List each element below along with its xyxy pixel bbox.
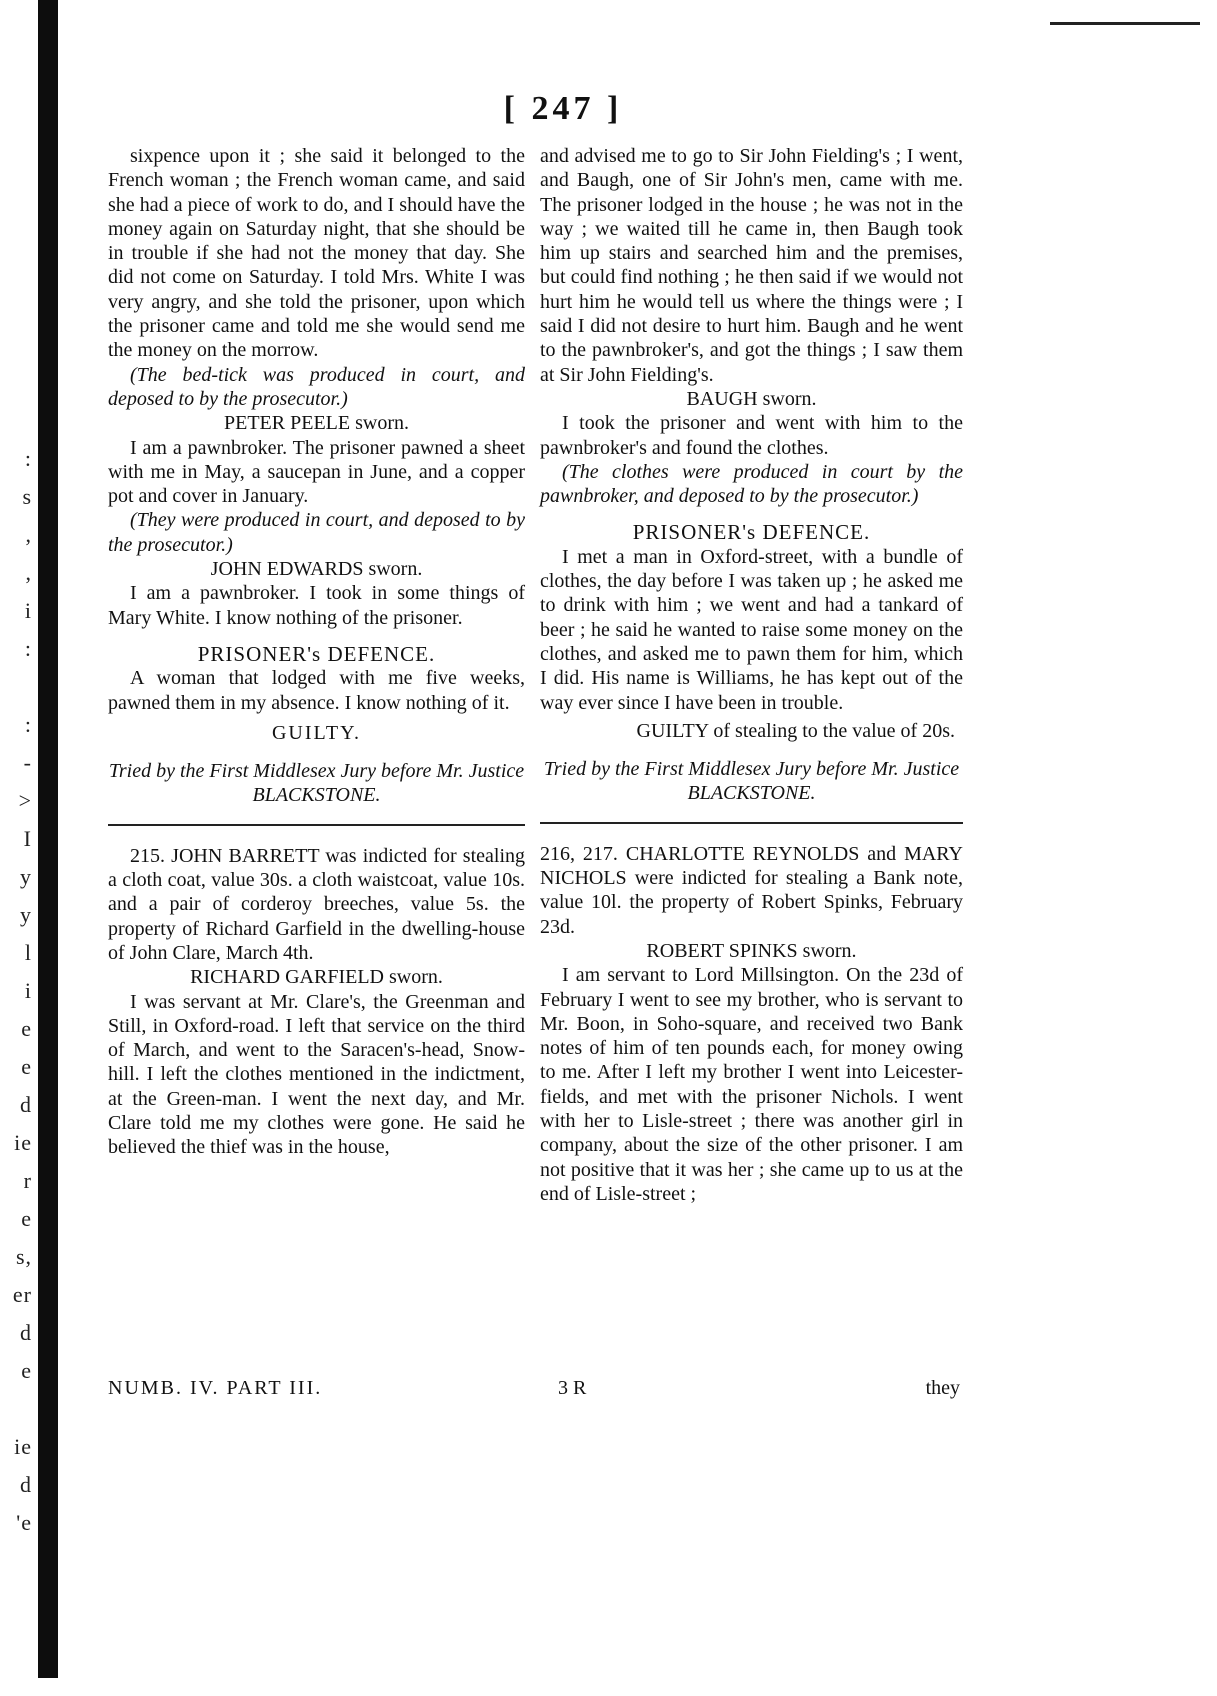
catchword: they [925, 1377, 960, 1399]
defence-heading: PRISONER's DEFENCE. [632, 520, 871, 545]
margin-mark: s [22, 484, 32, 509]
section-divider [108, 824, 525, 826]
margin-mark: , [25, 522, 32, 547]
margin-mark: d [20, 1320, 32, 1345]
paragraph: sixpence upon it ; she said it belonged to the French woman ; the French woman came, and said she had a piece of work to do, and I should have the money again on Saturday night, that she should be in trouble if she had not the money that day. She did not come on Saturday. I told Mrs. White I was very angry, and she told the prisoner, upon which the prisoner came and told me she would send me the money on the morrow. [108, 145, 525, 362]
margin-mark: l [24, 940, 32, 965]
left-column [108, 144, 525, 1160]
part-label: NUMB. IV. PART III. [108, 1377, 323, 1399]
right-column [540, 144, 963, 1206]
paragraph: 216, 217. CHARLOTTE REYNOLDS and MARY NICHOLS were indicted for stealing a Bank note, value 10l. the property of Robert Spinks, February 23d. [540, 842, 963, 938]
witness-heading: PETER PEELE sworn. [224, 412, 409, 435]
paragraph: I met a man in Oxford-street, with a bundle of clothes, the day before I was taken up ; he asked me to drink with him ; we went and had a tankard of beer ; he said he wanted to raise some money on the clothes, and asked me to pawn them for him, which I did. His name is Williams, he has kept out of the way ever since I have been in trouble. [540, 545, 963, 714]
margin-mark: ie [14, 1434, 32, 1459]
margin-mark: er [12, 1282, 32, 1307]
witness-heading: ROBERT SPINKS sworn. [646, 939, 857, 962]
margin-mark: > [18, 788, 32, 813]
signature-mark: 3 R [558, 1377, 587, 1399]
paragraph: I was servant at Mr. Clare's, the Greenman and Still, in Oxford-road. I left that service on the third of March, and went to the Saracen's-head, Snow-hill. I left the clothes mentioned in the indictment, at the Green-man. I went the next day, and Mr. Clare told me my clothes were gone. He said he believed the thief was in the house, [108, 990, 525, 1159]
top-edge-mark [1050, 22, 1200, 29]
paragraph: and advised me to go to Sir John Fielding's ; I went, and Baugh, one of Sir John's men, came with me. The prisoner lodged in the house ; he was not in the way ; we waited till he came in, then Baugh took him up stairs and searched him and the premises, but could find nothing ; he then said if we would not hurt him he would tell us where the things were ; I said I did not desire to hurt him. Baugh and he went to the pawnbroker's, and got the things ; I saw them at Sir John Fielding's. [540, 145, 963, 386]
margin-mark: ie [14, 1130, 32, 1155]
margin-mark: - [23, 750, 32, 775]
court-note: (The clothes were produced in court by the pawnbroker, and deposed to by the prosecutor.) [540, 460, 963, 508]
margin-mark: s, [15, 1244, 32, 1269]
margin-mark: : [24, 446, 32, 471]
margin-mark: 'e [16, 1510, 32, 1535]
paragraph: I am a pawnbroker. The prisoner pawned a sheet with me in May, a saucepan in June, and a copper pot and cover in January. [108, 436, 525, 508]
trial-note: Tried by the First Middlesex Jury before Mr. Justice BLACKSTONE. [543, 758, 960, 805]
defence-heading: PRISONER's DEFENCE. [197, 641, 436, 666]
verdict: GUILTY of stealing to the value of 20s. [636, 719, 955, 742]
margin-mark: , [25, 560, 32, 585]
witness-heading: JOHN EDWARDS sworn. [210, 558, 423, 581]
margin-mark: r [23, 1168, 32, 1193]
margin-mark: d [20, 1092, 32, 1117]
witness-heading: RICHARD GARFIELD sworn. [190, 966, 443, 989]
paragraph: I am servant to Lord Millsington. On the 23d of February I went to see my brother, who is servant to Mr. Boon, in Soho-square, and received two Bank notes of him of ten pounds each, for money owing to me. After I left my brother I went into Leicester-fields, and met with the prisoner Nichols. I went with her to Lisle-street ; there was another girl in company, about the size of the other prisoner. I am not positive that it was her ; she came up to us at the end of Lisle-street ; [540, 964, 963, 1205]
margin-mark: I [23, 826, 32, 851]
margin-mark: y [20, 902, 32, 927]
margin-mark: : [24, 636, 32, 661]
margin-mark: d [20, 1472, 32, 1497]
court-note: (They were produced in court, and deposed to by the prosecutor.) [108, 509, 525, 556]
margin-mark: e [21, 1206, 32, 1231]
margin-mark: y [20, 864, 32, 889]
paragraph: I took the prisoner and went with him to the pawnbroker's and found the clothes. [540, 412, 963, 459]
trial-note: Tried by the First Middlesex Jury before Mr. Justice BLACKSTONE. [108, 760, 525, 807]
margin-mark [0, 668, 34, 706]
paragraph: 215. JOHN BARRETT was indicted for stealing a cloth coat, value 30s. a cloth waistcoat, value 10s. and a pair of corderoy breeches, value 5s. the property of Richard Garfield in the dwelling-house of John Clare, March 4th. [108, 844, 525, 964]
margin-mark: e [21, 1358, 32, 1383]
witness-heading: BAUGH sworn. [686, 387, 817, 410]
section-divider [540, 822, 963, 824]
margin-mark: i [24, 978, 32, 1003]
margin-mark: e [21, 1016, 32, 1041]
binding-gutter [38, 0, 58, 1678]
margin-mark [0, 1390, 34, 1428]
court-note: (The bed-tick was produced in court, and deposed to by the prosecutor.) [108, 363, 525, 410]
margin-mark: : [24, 712, 32, 737]
verdict: GUILTY. [271, 721, 361, 744]
facing-page-margin [0, 440, 34, 1542]
page-number: [ 247 ] [503, 90, 623, 127]
paragraph: A woman that lodged with me five weeks, pawned them in my absence. I know nothing of it. [108, 667, 525, 714]
margin-mark: e [21, 1054, 32, 1079]
margin-mark: i [24, 598, 32, 623]
paragraph: I am a pawnbroker. I took in some things of Mary White. I know nothing of the prisoner. [108, 582, 525, 629]
